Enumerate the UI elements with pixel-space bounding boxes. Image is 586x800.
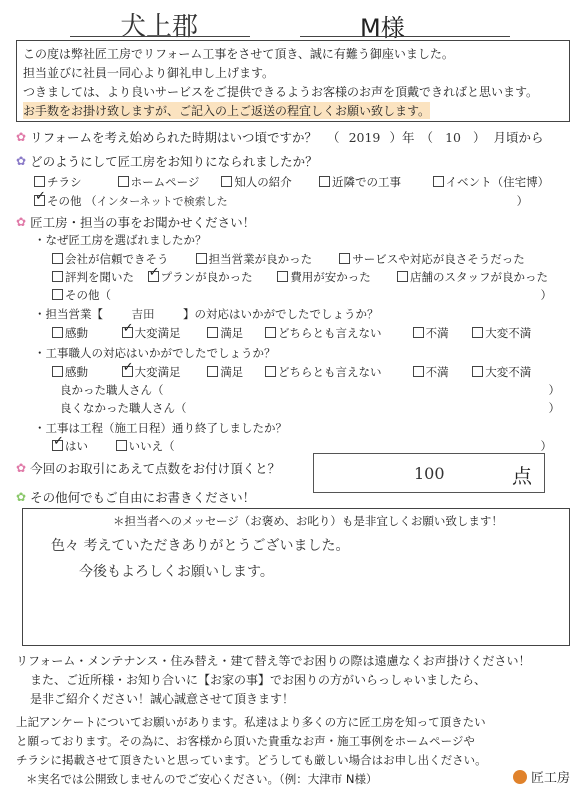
- source-options: [34, 174, 549, 190]
- rating-very-satisfied[interactable]: ✓ 大変満足: [122, 364, 204, 380]
- comment-line-1: 色々 考えていただきありがとうございました。: [51, 538, 350, 554]
- notice-line: 上記アンケートについてお願いがあります。私達はより多くの方に匠工房を知って頂きたい: [16, 715, 486, 729]
- checkbox[interactable]: [34, 176, 45, 187]
- notice-line: チラシに掲載させて頂きたいと思っています。どうしても厳しい場合はお申し出ください。: [16, 753, 487, 767]
- flower-icon: ✿: [16, 490, 27, 504]
- option-referral[interactable]: 知人の紹介: [221, 174, 315, 190]
- option-event[interactable]: イベント（住宅博）: [433, 174, 550, 190]
- question-score: [16, 459, 280, 477]
- checkbox[interactable]: [221, 176, 232, 187]
- year-unit: 年: [401, 130, 415, 145]
- option-nearby-work[interactable]: 近隣での工事: [319, 174, 429, 190]
- year-answer[interactable]: 2019: [348, 129, 381, 145]
- flower-icon: ✿: [16, 215, 27, 229]
- comment-line-2: 今後もよろしくお願いします。: [79, 564, 274, 580]
- craft-question: ・工事職人の対応はいかがでしたでしょうか？: [34, 346, 276, 360]
- logo-icon: [513, 770, 527, 784]
- rating-satisfied[interactable]: 満足: [207, 325, 261, 341]
- question-how-know: [16, 152, 318, 170]
- checkbox-checked[interactable]: [34, 195, 45, 206]
- rating-neutral[interactable]: どちらとも言えない: [265, 325, 409, 341]
- option-good-service[interactable]: サービスや対応が良さそうだった: [339, 251, 525, 267]
- intro-line: この度は弊社匠工房でリフォーム工事をさせて頂き、誠に有難う御座いました。: [23, 47, 454, 61]
- flower-icon: ✿: [16, 461, 27, 475]
- checkbox[interactable]: [339, 253, 350, 264]
- sales-rating: [52, 325, 531, 341]
- why-question: ・なぜ匠工房を選ばれましたか？: [34, 233, 207, 247]
- footer-line: また、ご近所様・お知り合いに【お家の事】でお困りの方がいらっしゃいましたら、: [30, 673, 487, 687]
- question-text: リフォームを考え始められた時期はいつ頃ですか？: [30, 130, 317, 145]
- question-text: 匠工房・担当の事をお聞かせください！: [30, 215, 256, 230]
- option-good-sales[interactable]: 担当営業が良かった: [196, 251, 336, 267]
- question-start-time: ✿ リフォームを考え始められた時期はいつ頃ですか？ （ 2019 ） 年 （ 10 ） 月頃から: [16, 129, 544, 145]
- rating-very-dissatisfied[interactable]: 大変不満: [472, 364, 531, 380]
- question-text: どのようにして匠工房をお知りになられましたか？: [30, 154, 318, 169]
- checkbox[interactable]: [196, 253, 207, 264]
- customer-underline: [300, 36, 510, 37]
- option-good-plan[interactable]: ✓ プランが良かった: [148, 269, 274, 285]
- checkbox[interactable]: [397, 271, 408, 282]
- area-name: 犬上郡: [120, 12, 199, 42]
- intro-line: つきましては、より良いサービスをご提供できるようお客様のお声を頂戴できればと思います。: [23, 85, 539, 99]
- checkbox[interactable]: [433, 176, 444, 187]
- checkbox[interactable]: [52, 253, 63, 264]
- craft-rating: [52, 364, 531, 380]
- checkbox[interactable]: [319, 176, 330, 187]
- checkbox[interactable]: [277, 271, 288, 282]
- customer-name: M様: [360, 14, 405, 42]
- other-answer[interactable]: インターネットで検索した: [96, 195, 228, 208]
- score-value[interactable]: 100: [414, 464, 445, 483]
- month-answer[interactable]: 10: [445, 129, 461, 145]
- checkbox-checked[interactable]: [148, 271, 159, 282]
- option-cheap[interactable]: 費用が安かった: [277, 269, 393, 285]
- area-underline: [70, 36, 250, 37]
- rating-moved[interactable]: 感動: [52, 364, 118, 380]
- logo-text: 匠工房: [530, 771, 570, 786]
- footer-line: 是非ご紹介ください！誠心誠意させて頂きます！: [30, 692, 295, 706]
- source-other: ✓その他 （インターネットで検索した ）: [34, 193, 528, 209]
- option-homepage[interactable]: ホームページ: [118, 174, 218, 190]
- bad-craftsman: 良くなかった職人さん（ ）: [60, 401, 560, 415]
- option-reputation[interactable]: 評判を聞いた: [52, 269, 144, 285]
- option-trust[interactable]: 会社が信頼できそう: [52, 251, 192, 267]
- score-unit: 点: [512, 464, 532, 488]
- rating-dissatisfied[interactable]: 不満: [413, 364, 469, 380]
- answer-yes[interactable]: ✓はい: [52, 438, 112, 454]
- rating-satisfied[interactable]: 満足: [207, 364, 261, 380]
- checkbox[interactable]: [52, 271, 63, 282]
- question-text: その他何でもご自由にお書きください！: [30, 490, 256, 505]
- sales-question: ・担当営業【 吉田 】の対応はいかがでしたでしょうか？: [34, 307, 379, 321]
- question-free-comment: [16, 488, 255, 506]
- intro-box: [16, 40, 570, 122]
- rating-moved[interactable]: 感動: [52, 325, 118, 341]
- other-label: その他: [47, 194, 82, 208]
- why-other: その他（ ）: [52, 287, 552, 303]
- checkbox[interactable]: [118, 176, 129, 187]
- intro-line: 担当並びに社員一同心より御礼申し上げます。: [23, 66, 275, 80]
- comment-note: ＊担当者へのメッセージ（お褒め、お叱り）も是非宜しくお願い致します！: [113, 514, 503, 528]
- company-logo: [513, 767, 570, 786]
- intro-line-highlight: お手数をお掛け致しますが、ご記入の上ご返送の程宜しくお願い致します。: [23, 104, 431, 118]
- footer-line: リフォーム・メンテナンス・住み替え・建て替え等でお困りの際は遠慮なくお声掛けください！: [16, 654, 531, 668]
- option-store-staff[interactable]: 店舗のスタッフが良かった: [397, 269, 548, 285]
- schedule-answer: ✓はい いいえ（ ）: [52, 438, 552, 454]
- flower-icon: ✿: [16, 130, 27, 144]
- why-options-row2: [52, 269, 548, 285]
- good-craftsman: 良かった職人さん（ ）: [60, 383, 560, 397]
- comment-box[interactable]: [22, 508, 570, 646]
- score-box[interactable]: [313, 453, 545, 493]
- question-about-company: [16, 213, 255, 231]
- checkbox[interactable]: [52, 289, 63, 300]
- rating-very-satisfied[interactable]: ✓ 大変満足: [122, 325, 204, 341]
- month-suffix: 月頃から: [493, 130, 544, 145]
- rating-very-dissatisfied[interactable]: 大変不満: [472, 325, 531, 341]
- rating-dissatisfied[interactable]: 不満: [413, 325, 469, 341]
- sales-name[interactable]: 吉田: [131, 307, 155, 321]
- answer-no[interactable]: いいえ（: [116, 438, 175, 454]
- schedule-question: ・工事は工程（施工日程）通り終了しましたか？: [34, 421, 287, 435]
- flower-icon: ✿: [16, 154, 27, 168]
- question-text: 今回のお取引にあえて点数をお付け頂くと？: [30, 461, 281, 476]
- rating-neutral[interactable]: どちらとも言えない: [265, 364, 409, 380]
- option-flyer[interactable]: チラシ: [34, 174, 114, 190]
- notice-line: と願っております。その為に、お客様から頂いた貴重なお声・施工事例をホームページや: [16, 734, 475, 748]
- notice-line: ＊実名では公開致しませんのでご安心ください。（例：大津市 N様）: [26, 772, 378, 786]
- why-options-row1: [52, 251, 525, 267]
